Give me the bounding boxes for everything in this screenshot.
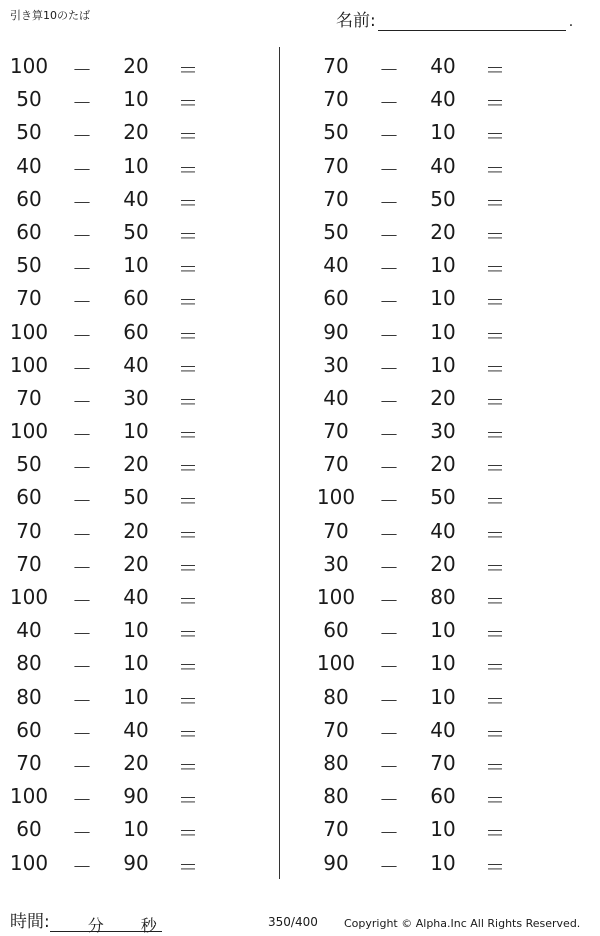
equals-sign: ＝ <box>178 190 198 215</box>
problem-row <box>0 248 220 281</box>
subtrahend: 90 <box>123 850 149 875</box>
minus-sign: － <box>379 223 399 248</box>
minuend: 100 <box>9 419 49 444</box>
minus-sign: － <box>379 522 399 547</box>
problem-row <box>0 115 220 148</box>
minus-sign: － <box>379 423 399 448</box>
subtrahend: 60 <box>123 319 149 344</box>
minus-sign: － <box>72 854 92 879</box>
minus-sign: － <box>379 655 399 680</box>
problem-row <box>307 348 527 381</box>
subtrahend: 40 <box>123 352 149 377</box>
equals-sign: ＝ <box>485 389 505 414</box>
minuend: 70 <box>323 419 349 444</box>
minuend: 60 <box>323 286 349 311</box>
problem-row <box>307 480 527 513</box>
problem-row <box>0 746 220 779</box>
minus-sign: － <box>72 688 92 713</box>
problem-row <box>0 447 220 480</box>
minus-sign: － <box>72 257 92 282</box>
minuend: 70 <box>16 286 42 311</box>
subtrahend: 60 <box>123 286 149 311</box>
problem-row <box>307 613 527 646</box>
subtrahend: 30 <box>430 419 456 444</box>
minuend: 50 <box>323 120 349 145</box>
minus-sign: － <box>72 456 92 481</box>
minus-sign: － <box>72 589 92 613</box>
subtrahend: 40 <box>430 518 456 543</box>
subtrahend: 10 <box>123 87 149 112</box>
subtrahend: 10 <box>123 651 149 676</box>
minuend: 80 <box>16 651 42 676</box>
minus-sign: － <box>379 555 399 580</box>
minus-sign: － <box>379 290 399 315</box>
equals-sign: ＝ <box>485 456 505 481</box>
subtrahend: 40 <box>430 717 456 742</box>
problem-row <box>0 480 220 513</box>
equals-sign: ＝ <box>178 555 198 580</box>
minus-sign: － <box>379 124 399 149</box>
subtrahend: 20 <box>430 551 456 576</box>
problem-row <box>0 514 220 547</box>
problem-row <box>307 713 527 746</box>
equals-sign: ＝ <box>178 489 198 514</box>
minuend: 100 <box>9 585 49 609</box>
subtrahend: 40 <box>123 717 149 742</box>
minuend: 80 <box>323 784 349 809</box>
subtrahend: 40 <box>123 585 149 609</box>
minuend: 70 <box>323 717 349 742</box>
minus-sign: － <box>379 854 399 879</box>
equals-sign: ＝ <box>178 58 198 82</box>
minutes-unit: 分 <box>87 916 104 935</box>
minus-sign: － <box>72 788 92 813</box>
subtrahend: 40 <box>430 87 456 112</box>
minus-sign: － <box>379 754 399 779</box>
minus-sign: － <box>379 721 399 746</box>
subtrahend: 10 <box>430 120 456 145</box>
subtrahend: 20 <box>123 518 149 543</box>
name-block <box>336 6 573 31</box>
problem-row <box>0 281 220 314</box>
problem-column-right <box>307 49 527 879</box>
subtrahend: 50 <box>430 186 456 211</box>
problem-row <box>0 82 220 115</box>
name-end-dot: . <box>568 14 574 30</box>
problem-row <box>307 447 527 480</box>
subtrahend: 50 <box>123 219 149 244</box>
subtrahend: 10 <box>123 153 149 178</box>
subtrahend: 10 <box>123 618 149 643</box>
equals-sign: ＝ <box>485 854 505 879</box>
column-divider <box>279 47 280 879</box>
subtrahend: 10 <box>430 850 456 875</box>
subtrahend: 40 <box>430 54 456 78</box>
equals-sign: ＝ <box>485 489 505 514</box>
minuend: 100 <box>316 585 356 609</box>
equals-sign: ＝ <box>178 223 198 248</box>
minuend: 60 <box>16 817 42 842</box>
problem-row <box>307 115 527 148</box>
minus-sign: － <box>379 821 399 846</box>
subtrahend: 10 <box>123 817 149 842</box>
problem-row <box>307 547 527 580</box>
subtrahend: 80 <box>430 585 456 609</box>
minuend: 100 <box>316 485 356 510</box>
minus-sign: － <box>379 356 399 381</box>
equals-sign: ＝ <box>485 754 505 779</box>
minuend: 90 <box>323 850 349 875</box>
subtrahend: 40 <box>430 153 456 178</box>
subtrahend: 40 <box>123 186 149 211</box>
equals-sign: ＝ <box>178 124 198 149</box>
problem-row <box>307 315 527 348</box>
equals-sign: ＝ <box>178 356 198 381</box>
minuend: 50 <box>16 87 42 112</box>
subtrahend: 10 <box>123 684 149 709</box>
minus-sign: － <box>72 721 92 746</box>
equals-sign: ＝ <box>178 688 198 713</box>
minus-sign: － <box>72 290 92 315</box>
problem-row <box>0 315 220 348</box>
copyright: Copyright © Alpha.Inc All Rights Reserved. <box>344 917 581 930</box>
minus-sign: － <box>379 456 399 481</box>
equals-sign: ＝ <box>178 257 198 282</box>
minuend: 90 <box>323 319 349 344</box>
minuend: 70 <box>323 518 349 543</box>
minuend: 100 <box>9 784 49 809</box>
minus-sign: － <box>379 190 399 215</box>
problem-row <box>0 547 220 580</box>
minus-sign: － <box>72 423 92 448</box>
problem-row <box>307 182 527 215</box>
equals-sign: ＝ <box>178 721 198 746</box>
minuend: 40 <box>16 153 42 178</box>
equals-sign: ＝ <box>485 721 505 746</box>
problem-row <box>307 646 527 679</box>
minus-sign: － <box>72 754 92 779</box>
problem-row <box>0 348 220 381</box>
problem-row <box>307 381 527 414</box>
problem-row <box>0 49 220 82</box>
equals-sign: ＝ <box>178 788 198 813</box>
equals-sign: ＝ <box>485 157 505 182</box>
minus-sign: － <box>72 555 92 580</box>
minus-sign: － <box>72 223 92 248</box>
subtrahend: 20 <box>430 219 456 244</box>
problem-row <box>307 746 527 779</box>
minuend: 40 <box>16 618 42 643</box>
problem-row <box>0 680 220 713</box>
equals-sign: ＝ <box>485 356 505 381</box>
time-block <box>10 907 162 935</box>
problem-row <box>0 215 220 248</box>
equals-sign: ＝ <box>178 655 198 680</box>
equals-sign: ＝ <box>178 589 198 613</box>
minuend: 60 <box>16 717 42 742</box>
problem-row <box>307 215 527 248</box>
seconds-unit: 秒 <box>140 916 157 935</box>
equals-sign: ＝ <box>485 58 505 82</box>
minuend: 40 <box>323 385 349 410</box>
equals-sign: ＝ <box>178 821 198 846</box>
problem-row <box>0 812 220 845</box>
equals-sign: ＝ <box>178 91 198 116</box>
minuend: 80 <box>323 684 349 709</box>
subtrahend: 20 <box>123 120 149 145</box>
equals-sign: ＝ <box>485 788 505 813</box>
equals-sign: ＝ <box>485 589 505 613</box>
minuend: 100 <box>9 319 49 344</box>
problem-row <box>0 182 220 215</box>
subtrahend: 10 <box>430 253 456 278</box>
problem-row <box>0 713 220 746</box>
minuend: 70 <box>323 452 349 477</box>
minus-sign: － <box>72 489 92 514</box>
subtrahend: 30 <box>123 385 149 410</box>
problem-row <box>307 149 527 182</box>
equals-sign: ＝ <box>485 522 505 547</box>
minus-sign: － <box>379 58 399 82</box>
minuend: 100 <box>9 352 49 377</box>
minuend: 70 <box>323 54 349 78</box>
equals-sign: ＝ <box>485 124 505 149</box>
minuend: 70 <box>323 87 349 112</box>
minuend: 70 <box>323 817 349 842</box>
minus-sign: － <box>379 257 399 282</box>
equals-sign: ＝ <box>178 754 198 779</box>
minuend: 60 <box>16 219 42 244</box>
minus-sign: － <box>72 821 92 846</box>
minuend: 70 <box>16 385 42 410</box>
subtrahend: 60 <box>430 784 456 809</box>
equals-sign: ＝ <box>178 456 198 481</box>
subtrahend: 10 <box>430 286 456 311</box>
subtrahend: 20 <box>123 452 149 477</box>
worksheet-title: 引き算10のたば <box>10 9 90 22</box>
equals-sign: ＝ <box>485 91 505 116</box>
problem-row <box>307 514 527 547</box>
equals-sign: ＝ <box>485 223 505 248</box>
minus-sign: － <box>72 655 92 680</box>
minus-sign: － <box>379 788 399 813</box>
minuend: 30 <box>323 352 349 377</box>
minus-sign: － <box>72 157 92 182</box>
minuend: 100 <box>9 54 49 78</box>
minuend: 50 <box>323 219 349 244</box>
minus-sign: － <box>379 389 399 414</box>
problem-row <box>307 82 527 115</box>
subtrahend: 20 <box>430 452 456 477</box>
equals-sign: ＝ <box>178 622 198 647</box>
subtrahend: 20 <box>123 54 149 78</box>
subtrahend: 10 <box>123 419 149 444</box>
minuend: 100 <box>316 651 356 676</box>
minus-sign: － <box>379 489 399 514</box>
problem-row <box>0 580 220 613</box>
minuend: 40 <box>323 253 349 278</box>
equals-sign: ＝ <box>485 821 505 846</box>
subtrahend: 50 <box>123 485 149 510</box>
name-line[interactable] <box>378 13 566 31</box>
equals-sign: ＝ <box>485 290 505 315</box>
page-number: 350/400 <box>268 915 318 929</box>
subtrahend: 10 <box>430 352 456 377</box>
problem-row <box>0 779 220 812</box>
minuend: 70 <box>16 750 42 775</box>
equals-sign: ＝ <box>485 323 505 348</box>
equals-sign: ＝ <box>178 389 198 414</box>
problem-row <box>307 779 527 812</box>
minus-sign: － <box>379 589 399 613</box>
minus-sign: － <box>72 124 92 149</box>
minus-sign: － <box>72 91 92 116</box>
problem-column-left <box>0 49 220 879</box>
equals-sign: ＝ <box>485 555 505 580</box>
time-label: 時間: <box>10 912 50 932</box>
minus-sign: － <box>72 323 92 348</box>
subtrahend: 10 <box>430 618 456 643</box>
minus-sign: － <box>72 622 92 647</box>
minus-sign: － <box>379 91 399 116</box>
minus-sign: － <box>72 356 92 381</box>
time-line[interactable] <box>50 913 162 935</box>
subtrahend: 20 <box>430 385 456 410</box>
equals-sign: ＝ <box>178 423 198 448</box>
minus-sign: － <box>379 688 399 713</box>
problem-row <box>307 812 527 845</box>
subtrahend: 50 <box>430 485 456 510</box>
subtrahend: 20 <box>123 750 149 775</box>
problem-row <box>0 846 220 879</box>
equals-sign: ＝ <box>485 688 505 713</box>
problem-row <box>0 613 220 646</box>
problem-row <box>0 646 220 679</box>
subtrahend: 10 <box>123 253 149 278</box>
minus-sign: － <box>379 157 399 182</box>
problem-row <box>307 680 527 713</box>
subtrahend: 10 <box>430 684 456 709</box>
equals-sign: ＝ <box>485 190 505 215</box>
problem-row <box>0 414 220 447</box>
minuend: 70 <box>16 551 42 576</box>
minuend: 80 <box>323 750 349 775</box>
equals-sign: ＝ <box>178 854 198 879</box>
minuend: 100 <box>9 850 49 875</box>
problem-row <box>307 248 527 281</box>
problem-row <box>307 846 527 879</box>
minuend: 60 <box>323 618 349 643</box>
minus-sign: － <box>72 389 92 414</box>
minuend: 60 <box>16 186 42 211</box>
minuend: 70 <box>323 186 349 211</box>
equals-sign: ＝ <box>178 522 198 547</box>
problem-row <box>0 149 220 182</box>
subtrahend: 10 <box>430 817 456 842</box>
subtrahend: 70 <box>430 750 456 775</box>
subtrahend: 20 <box>123 551 149 576</box>
minus-sign: － <box>379 323 399 348</box>
minus-sign: － <box>379 622 399 647</box>
minuend: 30 <box>323 551 349 576</box>
equals-sign: ＝ <box>485 257 505 282</box>
minus-sign: － <box>72 58 92 82</box>
minuend: 70 <box>323 153 349 178</box>
subtrahend: 90 <box>123 784 149 809</box>
equals-sign: ＝ <box>178 323 198 348</box>
minuend: 60 <box>16 485 42 510</box>
minuend: 80 <box>16 684 42 709</box>
equals-sign: ＝ <box>485 423 505 448</box>
equals-sign: ＝ <box>178 157 198 182</box>
problem-row <box>307 49 527 82</box>
minuend: 50 <box>16 120 42 145</box>
minuend: 70 <box>16 518 42 543</box>
problem-row <box>307 281 527 314</box>
equals-sign: ＝ <box>485 622 505 647</box>
name-label: 名前: <box>336 11 376 31</box>
problem-row <box>307 414 527 447</box>
minus-sign: － <box>72 190 92 215</box>
equals-sign: ＝ <box>178 290 198 315</box>
problem-row <box>307 580 527 613</box>
minus-sign: － <box>72 522 92 547</box>
subtrahend: 10 <box>430 651 456 676</box>
equals-sign: ＝ <box>485 655 505 680</box>
problem-row <box>0 381 220 414</box>
subtrahend: 10 <box>430 319 456 344</box>
minuend: 50 <box>16 452 42 477</box>
minuend: 50 <box>16 253 42 278</box>
